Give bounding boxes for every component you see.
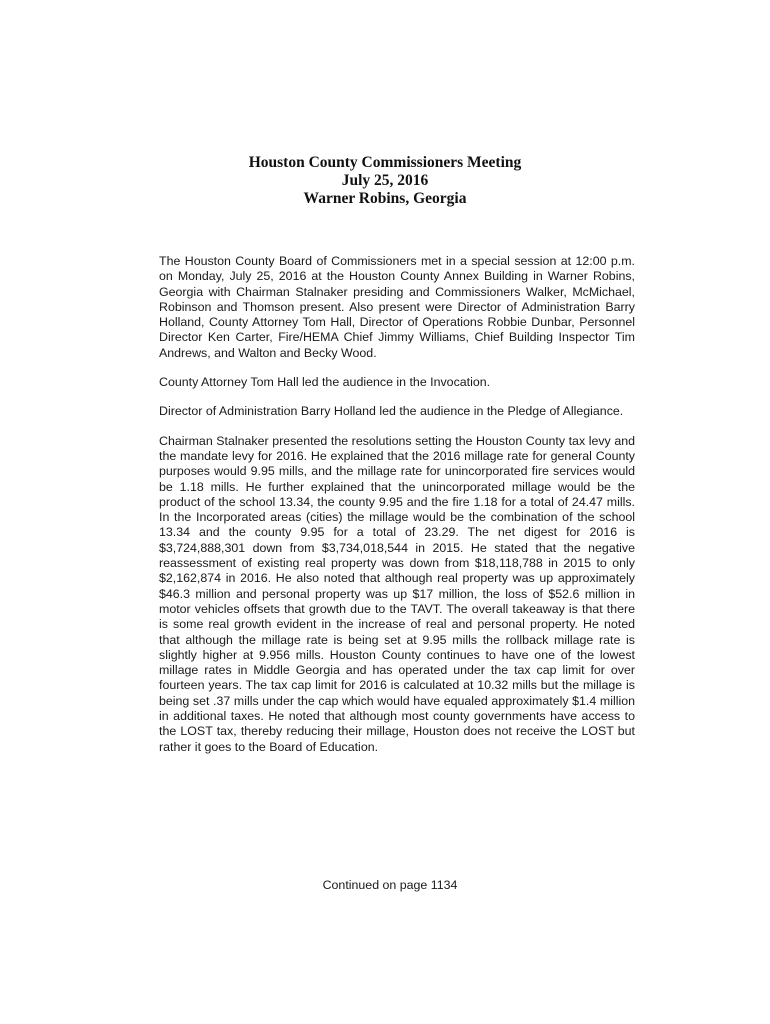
invocation-paragraph: County Attorney Tom Hall led the audience in the Invocation. (159, 375, 491, 390)
continued-note: Continued on page 1134 (322, 878, 458, 892)
tax-levy-paragraph: Chairman Stalnaker presented the resolutions setting the Houston County tax levy and the mandate levy for 2016. He explained that the 2016 millage rate for general County purposes would 9.95 mills, and the millage rate for unincorporated fire services would be 1.18 mills. He further explained that the unincorporated millage would be the product of the school 13.34, the county 9.95 and the fire 1.18 for a total of 24.47 mills. In the Incorporated areas (cities) the millage would be the combination of the school 13.34 and the county 9.95 for a total of 23.29. The net digest for 2016 is $3,724,888,301 down from $3,734,018,544 in 2015. He stated that the negative reassessment of existing real property was down from $18,118,788 in 2015 to only $2,162,874 in 2016. He also noted that although real property was up approximately $46.3 million and personal property was up $17 million, the loss of $52.6 million in motor vehicles offsets that growth due to the TAVT. The overall takeaway is that there is some real growth evident in the increase of real and personal property. He noted that although the millage rate is being set at 9.95 mills the rollback millage rate is slightly higher at 9.956 mills. Houston County continues to have one of the lowest millage rates in Middle Georgia and has operated under the tax cap limit for over fourteen years. The tax cap limit for 2016 is calculated at 10.32 mills but the millage is being set .37 mills under the cap which would have equaled approximately $1.4 million in additional taxes. He noted that although most county governments have access to the LOST tax, thereby reducing their millage, Houston does not receive the LOST but rather it goes to the Board of Education. (159, 433, 635, 754)
meeting-header (0, 154, 770, 208)
pledge-paragraph: Director of Administration Barry Holland led the audience in the Pledge of Allegiance. (159, 404, 624, 419)
meeting-date: July 25, 2016 (341, 172, 429, 189)
meeting-location: Warner Robins, Georgia (303, 190, 467, 207)
minutes-body (159, 254, 635, 769)
meeting-title: Houston County Commissioners Meeting (248, 154, 522, 171)
attendance-paragraph: The Houston County Board of Commissioners met in a special session at 12:00 p.m. on Monday, July 25, 2016 at the Houston County Annex Building in Warner Robins, Georgia with Chairman Stalnaker presiding and Commissioners Walker, McMichael, Robinson and Thomson present. Also present were Director of Administration Barry Holland, County Attorney Tom Hall, Director of Operations Robbie Dunbar, Personnel Director Ken Carter, Fire/HEMA Chief Jimmy Williams, Chief Building Inspector Tim Andrews, and Walton and Becky Wood. (159, 254, 635, 360)
